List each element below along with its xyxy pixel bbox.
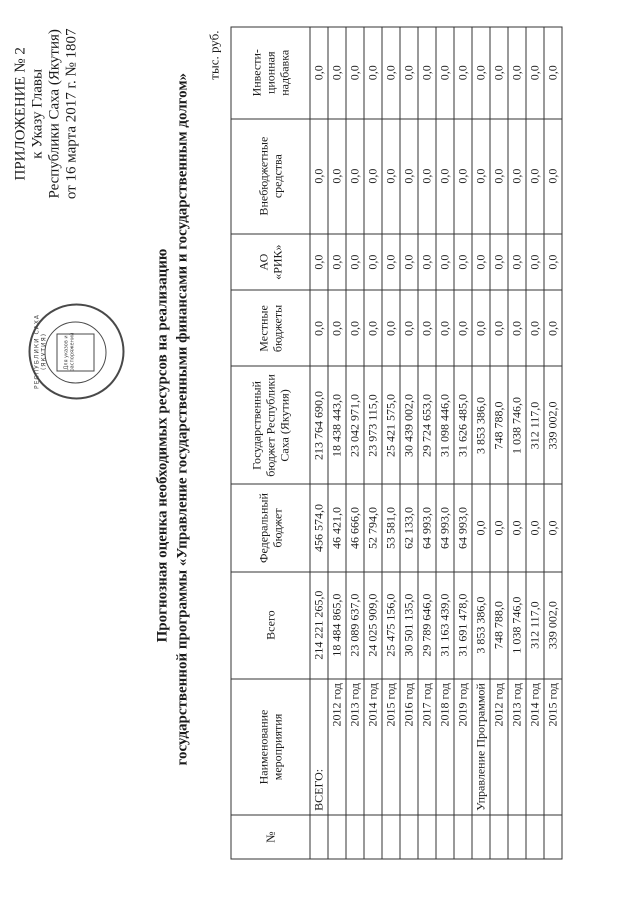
cell-ao: 0,0 [508, 233, 526, 290]
document-title-line2: государственной программы «Управление государственными финансами и государственным долгом» [174, 72, 190, 765]
cell-federal: 52 794,0 [364, 484, 382, 571]
cell-invest: 0,0 [490, 27, 508, 119]
cell-num [310, 815, 328, 859]
cell-state: 31 098 446,0 [436, 366, 454, 484]
cell-total: 214 221 265,0 [310, 571, 328, 678]
units-label: тыс. руб. [206, 30, 221, 80]
header-invest: Инвести-ционная надбавка [231, 27, 310, 119]
cell-num [472, 815, 490, 859]
cell-federal: 64 993,0 [418, 484, 436, 571]
header-ao: АО «РИК» [231, 233, 310, 290]
cell-local: 0,0 [400, 290, 418, 366]
cell-invest: 0,0 [472, 27, 490, 119]
cell-offbudget: 0,0 [346, 118, 364, 233]
cell-state: 18 438 443,0 [328, 366, 346, 484]
cell-federal: 0,0 [508, 484, 526, 571]
cell-invest: 0,0 [526, 27, 544, 119]
cell-total: 1 038 746,0 [508, 571, 526, 678]
cell-name: 2015 год [544, 678, 562, 815]
cell-num [382, 815, 400, 859]
cell-federal: 62 133,0 [400, 484, 418, 571]
cell-ao: 0,0 [472, 233, 490, 290]
header-num: № [231, 815, 310, 859]
appendix-line3: от 16 марта 2017 г. № 1807 [63, 28, 79, 199]
cell-federal: 46 421,0 [328, 484, 346, 571]
seal-center-text: Для указов и распоряжений [63, 332, 75, 371]
header-offbudget: Внебюджетные средства [231, 118, 310, 233]
header-local: Местные бюджеты [231, 290, 310, 366]
cell-name: ВСЕГО: [310, 678, 328, 815]
budget-table [230, 26, 562, 859]
cell-ao: 0,0 [490, 233, 508, 290]
appendix-line2: Республики Саха (Якутия) [46, 28, 62, 199]
cell-offbudget: 0,0 [400, 118, 418, 233]
cell-invest: 0,0 [418, 27, 436, 119]
table-row [400, 27, 418, 859]
cell-invest: 0,0 [310, 27, 328, 119]
cell-state: 312 117,0 [526, 366, 544, 484]
header-total: Всего [231, 571, 310, 678]
cell-federal: 0,0 [526, 484, 544, 571]
cell-state: 339 002,0 [544, 366, 562, 484]
cell-num [364, 815, 382, 859]
cell-state: 23 042 971,0 [346, 366, 364, 484]
cell-name: 2014 год [526, 678, 544, 815]
table-row [544, 27, 562, 859]
cell-num [436, 815, 454, 859]
cell-total: 312 117,0 [526, 571, 544, 678]
cell-num [418, 815, 436, 859]
cell-state: 31 626 485,0 [454, 366, 472, 484]
cell-name: 2014 год [364, 678, 382, 815]
cell-ao: 0,0 [526, 233, 544, 290]
cell-local: 0,0 [508, 290, 526, 366]
cell-num [328, 815, 346, 859]
cell-total: 3 853 386,0 [472, 571, 490, 678]
cell-local: 0,0 [454, 290, 472, 366]
cell-state: 1 038 746,0 [508, 366, 526, 484]
cell-offbudget: 0,0 [472, 118, 490, 233]
cell-num [526, 815, 544, 859]
appendix-header [12, 28, 80, 199]
cell-local: 0,0 [472, 290, 490, 366]
table-row [310, 27, 328, 859]
cell-offbudget: 0,0 [436, 118, 454, 233]
seal-ring-text: РЕСПУБЛИКИ САХА (ЯКУТИЯ) [33, 313, 47, 389]
table-row [418, 27, 436, 859]
cell-num [346, 815, 364, 859]
cell-invest: 0,0 [544, 27, 562, 119]
cell-offbudget: 0,0 [328, 118, 346, 233]
cell-federal: 0,0 [472, 484, 490, 571]
table-row [382, 27, 400, 859]
cell-state: 29 724 653,0 [418, 366, 436, 484]
cell-invest: 0,0 [454, 27, 472, 119]
cell-ao: 0,0 [346, 233, 364, 290]
cell-ao: 0,0 [382, 233, 400, 290]
cell-local: 0,0 [382, 290, 400, 366]
cell-local: 0,0 [436, 290, 454, 366]
cell-local: 0,0 [364, 290, 382, 366]
cell-local: 0,0 [490, 290, 508, 366]
cell-invest: 0,0 [382, 27, 400, 119]
cell-invest: 0,0 [328, 27, 346, 119]
cell-total: 29 789 646,0 [418, 571, 436, 678]
cell-total: 31 691 478,0 [454, 571, 472, 678]
table-row [472, 27, 490, 859]
cell-state: 3 853 386,0 [472, 366, 490, 484]
header-state: Государственный бюджет Республики Саха (Якутия) [231, 366, 310, 484]
table-row [526, 27, 544, 859]
cell-invest: 0,0 [364, 27, 382, 119]
cell-total: 339 002,0 [544, 571, 562, 678]
table-body [310, 27, 562, 859]
cell-ao: 0,0 [364, 233, 382, 290]
cell-invest: 0,0 [508, 27, 526, 119]
cell-name: Управление Программой [472, 678, 490, 815]
cell-local: 0,0 [526, 290, 544, 366]
document-title [152, 72, 192, 765]
cell-num [454, 815, 472, 859]
appendix-title: ПРИЛОЖЕНИЕ № 2 [12, 46, 28, 181]
cell-state: 30 439 002,0 [400, 366, 418, 484]
cell-name: 2013 год [508, 678, 526, 815]
header-name: Наименование мероприятия [231, 678, 310, 815]
cell-local: 0,0 [418, 290, 436, 366]
appendix-line1: к Указу Главы [29, 68, 45, 159]
cell-total: 30 501 135,0 [400, 571, 418, 678]
cell-offbudget: 0,0 [310, 118, 328, 233]
cell-total: 18 484 865,0 [328, 571, 346, 678]
table-row [436, 27, 454, 859]
cell-ao: 0,0 [436, 233, 454, 290]
cell-offbudget: 0,0 [364, 118, 382, 233]
table-row [364, 27, 382, 859]
cell-offbudget: 0,0 [490, 118, 508, 233]
cell-state: 25 421 575,0 [382, 366, 400, 484]
cell-total: 23 089 637,0 [346, 571, 364, 678]
cell-federal: 0,0 [490, 484, 508, 571]
cell-name: 2019 год [454, 678, 472, 815]
header-federal: Федеральный бюджет [231, 484, 310, 571]
cell-ao: 0,0 [400, 233, 418, 290]
cell-total: 748 788,0 [490, 571, 508, 678]
cell-state: 213 764 690,0 [310, 366, 328, 484]
cell-name: 2015 год [382, 678, 400, 815]
cell-federal: 64 993,0 [436, 484, 454, 571]
cell-total: 31 163 439,0 [436, 571, 454, 678]
cell-num [544, 815, 562, 859]
cell-name: 2017 год [418, 678, 436, 815]
cell-offbudget: 0,0 [418, 118, 436, 233]
official-seal [28, 303, 124, 399]
cell-ao: 0,0 [310, 233, 328, 290]
cell-local: 0,0 [328, 290, 346, 366]
cell-ao: 0,0 [418, 233, 436, 290]
cell-offbudget: 0,0 [508, 118, 526, 233]
cell-offbudget: 0,0 [382, 118, 400, 233]
document-title-line1: Прогнозная оценка необходимых ресурсов на реализацию [154, 248, 170, 642]
cell-federal: 53 581,0 [382, 484, 400, 571]
cell-local: 0,0 [544, 290, 562, 366]
table-row [454, 27, 472, 859]
cell-local: 0,0 [310, 290, 328, 366]
cell-total: 25 475 156,0 [382, 571, 400, 678]
cell-total: 24 025 909,0 [364, 571, 382, 678]
cell-ao: 0,0 [328, 233, 346, 290]
cell-state: 23 973 115,0 [364, 366, 382, 484]
table-header-row [231, 27, 310, 859]
cell-ao: 0,0 [544, 233, 562, 290]
cell-state: 748 788,0 [490, 366, 508, 484]
cell-offbudget: 0,0 [454, 118, 472, 233]
cell-name: 2013 год [346, 678, 364, 815]
cell-invest: 0,0 [346, 27, 364, 119]
cell-name: 2012 год [328, 678, 346, 815]
cell-name: 2016 год [400, 678, 418, 815]
cell-invest: 0,0 [436, 27, 454, 119]
table-row [328, 27, 346, 859]
table-row [346, 27, 364, 859]
cell-name: 2012 год [490, 678, 508, 815]
cell-num [508, 815, 526, 859]
table-row [490, 27, 508, 859]
cell-num [490, 815, 508, 859]
cell-ao: 0,0 [454, 233, 472, 290]
cell-federal: 64 993,0 [454, 484, 472, 571]
cell-federal: 0,0 [544, 484, 562, 571]
table-row [508, 27, 526, 859]
cell-num [400, 815, 418, 859]
cell-federal: 456 574,0 [310, 484, 328, 571]
cell-local: 0,0 [346, 290, 364, 366]
cell-offbudget: 0,0 [544, 118, 562, 233]
cell-offbudget: 0,0 [526, 118, 544, 233]
cell-name: 2018 год [436, 678, 454, 815]
cell-federal: 46 666,0 [346, 484, 364, 571]
cell-invest: 0,0 [400, 27, 418, 119]
